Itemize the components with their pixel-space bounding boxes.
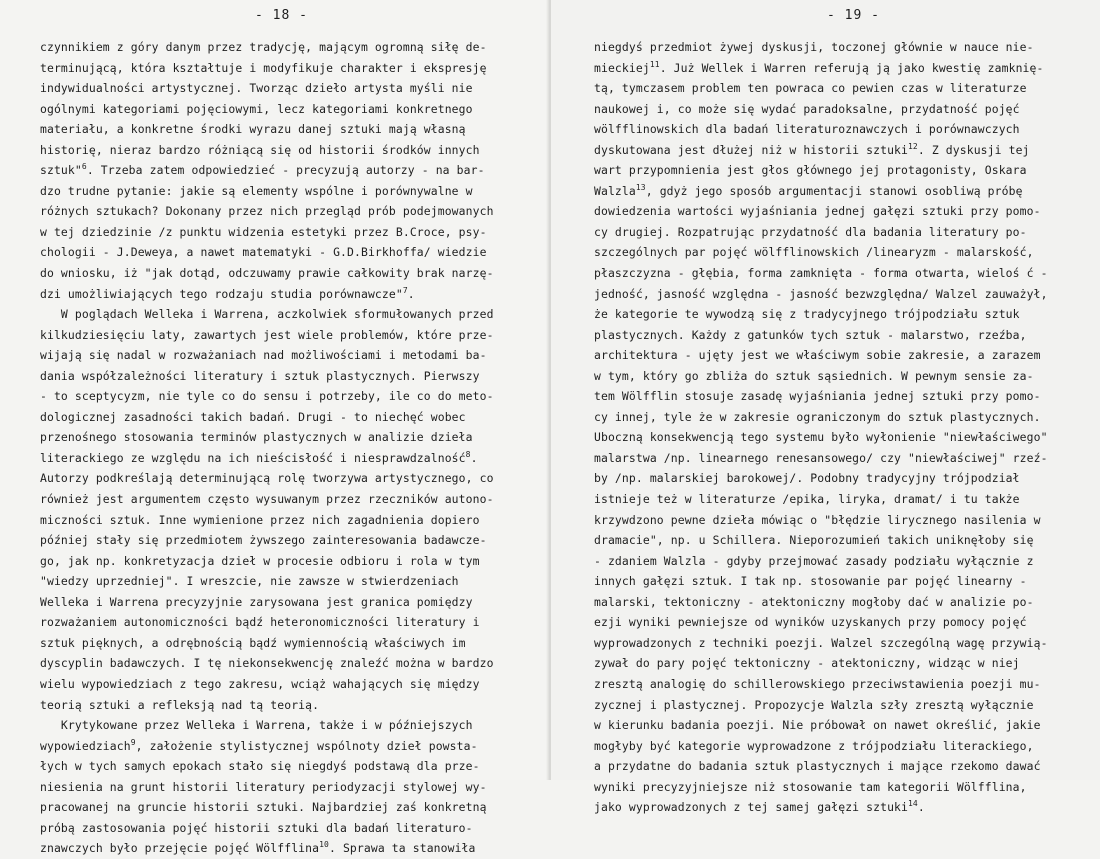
line-text: że kategorie te wywodzą się z tradycyjnego trójpodziału sztuk: [594, 307, 1020, 322]
line-text: malarstwa /np. linearnego renesansowego/ czy "niewłaściwej" rzeź-: [594, 450, 1048, 465]
text-line: [594, 78, 1094, 99]
text-line: [594, 674, 1094, 695]
text-line: [40, 366, 540, 387]
text-line: [40, 612, 540, 633]
line-text-continued: . Sprawa ta stanowiła: [329, 841, 476, 856]
line-text: W poglądach Welleka i Warrena, aczkolwiek sformułowanych przed: [40, 307, 494, 322]
line-text: historię, nieraz bardzo różniącą się od historii środków innych: [40, 142, 480, 157]
text-line: [40, 838, 540, 859]
line-text: później stały się przedmiotem żywszego zainteresowania badawcze-: [40, 533, 487, 548]
line-text: próbą zastosowania pojęć historii sztuki dla badań literaturo-: [40, 820, 473, 835]
text-line: [594, 119, 1094, 140]
footnote-marker: 12: [908, 141, 918, 151]
text-line: [40, 818, 540, 839]
text-line: [40, 592, 540, 613]
footnote-marker: 7: [402, 285, 408, 295]
line-text: dyscyplin badawczych. I tę niekonsekwencję znaleźć można w bardzo: [40, 656, 494, 671]
line-text: znawczych było przejęcie pojęć Wölfflina: [40, 841, 320, 856]
text-line: [594, 242, 1094, 263]
line-text-continued: .: [407, 286, 415, 301]
footnote-marker: 8: [465, 449, 471, 459]
text-line: [594, 736, 1094, 757]
line-text: wielu wypowiedziach z tego zakresu, wciąż wahających się między: [40, 676, 480, 691]
line-text: sztuk": [40, 163, 82, 178]
line-text: cy drugiej. Rozpatrując przydatność dla badania literatury po-: [594, 224, 1027, 239]
text-line: [40, 140, 540, 161]
text-line: [594, 797, 1094, 818]
line-text: dyskutowana jest dłużej niż w historii sztuki: [594, 142, 908, 157]
line-text: dowiedzenia wartości wyjaśniania jednej gałęzi sztuki przy pomo-: [594, 204, 1041, 219]
line-text: cy innej, tyle że w zakresie ograniczonym do sztuk plastycznych.: [594, 409, 1041, 424]
line-text: plastycznych. Każdy z gatunków tych sztuk - malarstwo, rzeźba,: [594, 327, 1027, 342]
line-text: zycznej i plastycznej. Propozycje Walzla szły zresztą wyłącznie: [594, 697, 1034, 712]
line-text: niegdyś przedmiot żywej dyskusji, toczonej głównie w nauce nie-: [594, 40, 1034, 54]
line-text: do wniosku, iż "jak dotąd, odczuwamy prawie całkowity brak narzę-: [40, 266, 494, 281]
line-text: przenośnego stosowania terminów plastycznych w analizie dzieła: [40, 430, 473, 445]
line-text: wart przypomnienia jest głos głównego jej protagonisty, Oskara: [594, 163, 1027, 178]
text-line: [40, 99, 540, 120]
text-line: [40, 427, 540, 448]
line-text: naukowej i, co może się wydać paradoksalne, przydatność pojęć: [594, 101, 1020, 116]
text-line: [594, 222, 1094, 243]
line-text: indywidualności artystycznej. Tworząc dzieło artysta myśli nie: [40, 81, 473, 96]
text-line: [40, 160, 540, 181]
text-line: [40, 386, 540, 407]
line-text: - to sceptycyzm, nie tyle co do sensu i potrzeby, ile co do meto-: [40, 389, 494, 404]
text-line: [40, 242, 540, 263]
text-line: [40, 633, 540, 654]
line-text: zresztą analogię do schillerowskiego przeciwstawienia poezji mu-: [594, 676, 1041, 691]
text-line: [40, 407, 540, 428]
text-line: [40, 78, 540, 99]
text-line: [40, 325, 540, 346]
text-line: [40, 448, 540, 469]
line-text: szczególnych par pojęć wölfflinowskich /linearyzm - malarskość,: [594, 245, 1034, 260]
line-text: krzywdzono pewne dzieła mówiąc o "błędzie lirycznego nasilenia w: [594, 512, 1041, 527]
text-line: [594, 715, 1094, 736]
text-line: [40, 345, 540, 366]
line-text: łych w tych samych epokach stało się niegdyś podstawą dla prze-: [40, 759, 480, 774]
line-text: w kierunku badania poezji. Nie próbował on nawet określić, jakie: [594, 718, 1041, 733]
line-text: zywał do pary pojęć tektoniczny - atektoniczny, widząc w niej: [594, 656, 1020, 671]
line-text: różnych sztukach? Dokonany przez nich przegląd prób podejmowanych: [40, 204, 494, 219]
line-text: rozważaniem autonomiczności bądź heteronomiczności literatury i: [40, 615, 480, 630]
text-line: [40, 37, 540, 58]
text-line: [40, 571, 540, 592]
line-text: ogólnymi kategoriami pojęciowymi, lecz kategoriami konkretnego: [40, 101, 473, 116]
text-line: [594, 99, 1094, 120]
line-text: mieckiej: [594, 60, 650, 75]
line-text: w tym, który go zbliża do sztuk sąsiednich. W pewnym sensie za-: [594, 368, 1034, 383]
line-text: ezji wyniki pewniejsze od wyników uzyskanych przy pomocy pojęć: [594, 615, 1027, 630]
line-text: "wiedzy uprzedniej". I wreszcie, nie zawsze w stwierdzeniach: [40, 574, 459, 589]
line-text: mogłyby być kategorie wyprowadzone z trójpodziału literackiego,: [594, 738, 1034, 753]
line-text: Autorzy podkreślają determinującą rolę tworzywa artystycznego, co: [40, 471, 494, 486]
text-line: [40, 695, 540, 716]
line-text: dologicznej zasadności takich badań. Drugi - to niechęć wobec: [40, 409, 466, 424]
text-line: [594, 530, 1094, 551]
text-line: [40, 284, 540, 305]
text-line: [594, 592, 1094, 613]
footnote-marker: 11: [649, 59, 660, 69]
line-text: płaszczyzna - głębia, forma zamknięta - forma otwarta, wieloś ć -: [594, 266, 1048, 281]
text-line: [594, 345, 1094, 366]
text-line: [594, 140, 1094, 161]
footnote-marker: 6: [81, 162, 87, 172]
line-text: literackiego ze względu na ich nieścisłość i niesprawdzalność: [40, 450, 466, 465]
text-line: [40, 119, 540, 140]
text-line: [40, 715, 540, 736]
text-line: [40, 489, 540, 510]
line-text: dzi umożliwiających tego rodzaju studia porównawcze": [40, 286, 403, 301]
line-text: wyniki precyzyjniejsze niż stosowanie tam kategorii Wölfflina,: [594, 779, 1027, 794]
footnote-marker: 14: [908, 799, 918, 809]
text-line: [594, 571, 1094, 592]
line-text: teorią sztuki a refleksją nad tą teorią.: [40, 697, 320, 712]
line-text: dania współzależności literatury i sztuk plastycznych. Pierwszy: [40, 368, 480, 383]
footnote-marker: 10: [319, 840, 329, 850]
line-text-continued: .: [470, 450, 478, 465]
line-text: również jest argumentem często wysuwanym przez rzeczników autono-: [40, 492, 494, 507]
line-text: tą, tymczasem problem ten powraca co pewien czas w literaturze: [594, 81, 1027, 96]
text-line: [594, 386, 1094, 407]
line-text: dramacie", np. u Schillera. Nieporozumień takich uniknęłoby się: [594, 533, 1034, 548]
page-number-left: - 18 -: [255, 8, 308, 23]
line-text: miczności sztuk. Inne wymienione przez nich zagadnienia dopiero: [40, 512, 480, 527]
text-line: [594, 284, 1094, 305]
line-text: sztuk pięknych, a odrębnością bądź wymiennością właściwych im: [40, 635, 466, 650]
line-text: wijają się nadal w rozważaniach nad możliwościami i metodami ba-: [40, 348, 487, 363]
text-line: [40, 736, 540, 757]
line-text: by /np. malarskiej barokowej/. Podobny tradycyjny trójpodział: [594, 471, 1020, 486]
text-line: [40, 304, 540, 325]
footnote-marker: 9: [130, 737, 136, 747]
text-line: [594, 468, 1094, 489]
text-line: [40, 756, 540, 777]
line-text-continued: , założenie stylistycznej wspólnoty dzieł powsta-: [135, 738, 478, 753]
text-line: [594, 551, 1094, 572]
text-line: [40, 551, 540, 572]
line-text-continued: , gdyż jego sposób argumentacji stanowi osobliwą próbę: [645, 183, 1023, 198]
line-text: Welleka i Warrena precyzyjnie zarysowana jest granica pomiędzy: [40, 594, 473, 609]
text-line: [40, 201, 540, 222]
text-line: [594, 181, 1094, 202]
left-page: [0, 0, 549, 856]
right-page-text: [594, 37, 1094, 818]
page-number-right: - 19 -: [827, 8, 880, 23]
text-line: [40, 181, 540, 202]
left-page-text: [40, 37, 540, 859]
line-text: jedność, jasność względna - jasność bezwzględna/ Walzel zauważył,: [594, 286, 1048, 301]
line-text: niesienia na grunt historii literatury periodyzacji stylowej wy-: [40, 779, 487, 794]
line-text: chologii - J.Deweya, a nawet matematyki - G.D.Birkhoffa/ wiedzie: [40, 245, 487, 260]
text-line: [594, 510, 1094, 531]
text-line: [594, 160, 1094, 181]
text-line: [594, 756, 1094, 777]
text-line: [594, 612, 1094, 633]
line-text: innych gałęzi sztuk. I tak np. stosowanie par pojęć linearny -: [594, 574, 1027, 589]
line-text: istnieje też w literaturze /epika, liryka, dramat/ i tu także: [594, 492, 1020, 507]
line-text: wyprowadzonych z techniki poezji. Walzel szczególną wagę przywią-: [594, 635, 1048, 650]
line-text: wölfflinowskich dla badań literaturoznawczych i porównawczych: [594, 122, 1020, 137]
line-text: Uboczną konsekwencją tego systemu było wyłonienie "niewłaściwego": [594, 430, 1048, 445]
text-line: [594, 633, 1094, 654]
text-line: [40, 222, 540, 243]
text-line: [594, 653, 1094, 674]
line-text: dzo trudne pytanie: jakie są elementy wspólne i porównywalne w: [40, 183, 473, 198]
line-text: pracowanej na gruncie historii sztuki. Najbardziej zaś konkretną: [40, 800, 487, 815]
line-text: wypowiedziach: [40, 738, 131, 753]
line-text: czynnikiem z góry danym przez tradycję, mającym ogromną siłę de-: [40, 40, 487, 54]
footnote-marker: 13: [635, 182, 646, 192]
line-text: materiału, a konkretne środki wyrazu danej sztuki mają własną: [40, 122, 466, 137]
text-line: [40, 510, 540, 531]
text-line: [594, 58, 1094, 79]
line-text: w tej dziedzinie /z punktu widzenia estetyki przez B.Croce, psy-: [40, 224, 487, 239]
text-line: [40, 653, 540, 674]
text-line: [40, 530, 540, 551]
line-text: - zdaniem Walzla - gdyby przejmować zasady podziału wyłącznie z: [594, 553, 1034, 568]
line-text-continued: . Już Wellek i Warren referują ją jako kwestię zamknię-: [659, 60, 1044, 75]
line-text: terminującą, która kształtuje i modyfikuje charakter i ekspresję: [40, 60, 487, 75]
text-line: [594, 489, 1094, 510]
line-text: jako wyprowadzonych z tej samej gałęzi sztuki: [594, 800, 908, 815]
line-text: Krytykowane przez Welleka i Warrena, także i w późniejszych: [40, 718, 473, 733]
line-text: kilkudziesięciu laty, zawartych jest wiele problemów, które prze-: [40, 327, 494, 342]
text-line: [40, 58, 540, 79]
line-text: a przydatne do badania sztuk plastycznych i mające rzekomo dawać: [594, 759, 1041, 774]
line-text-continued: .: [917, 800, 925, 815]
text-line: [40, 263, 540, 284]
line-text: architektura - ujęty jest we właściwym sobie zakresie, a zarazem: [594, 348, 1041, 363]
text-line: [594, 201, 1094, 222]
text-line: [594, 407, 1094, 428]
text-line: [594, 366, 1094, 387]
text-line: [594, 263, 1094, 284]
text-line: [594, 325, 1094, 346]
line-text-continued: . Z dyskusji tej: [917, 142, 1030, 157]
text-line: [40, 797, 540, 818]
text-line: [594, 304, 1094, 325]
text-line: [40, 468, 540, 489]
line-text-continued: . Trzeba zatem odpowiedzieć - precyzują autorzy - na bar-: [86, 163, 485, 178]
line-text: Walzla: [594, 183, 636, 198]
right-page: [551, 0, 1100, 815]
text-line: [40, 674, 540, 695]
line-text: go, jak np. konkretyzacja dzieł w procesie odbioru i rola w tym: [40, 553, 480, 568]
text-line: [594, 448, 1094, 469]
line-text: tem Wölfflin stosuje zasadę wyjaśniania jednej sztuki przy pomo-: [594, 389, 1041, 404]
line-text: malarski, tektoniczny - atektoniczny mogłoby dać w analizie po-: [594, 594, 1034, 609]
text-line: [594, 427, 1094, 448]
text-line: [594, 37, 1094, 58]
text-line: [594, 695, 1094, 716]
